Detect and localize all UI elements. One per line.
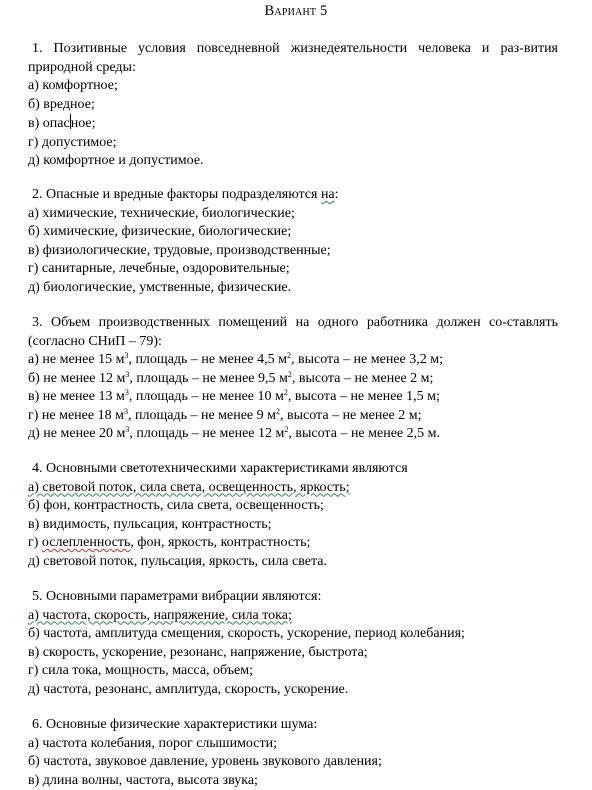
question-1	[28, 40, 558, 171]
question-text: 3. Объем производственных помещений на одного работника должен со-ставлять (согласно СНиП – 79):	[28, 315, 558, 349]
answer-option: а) не менее 15 $м^3$, площадь – не менее 4,5 $м^2$, высота – не менее 3,2 м;	[28, 351, 443, 367]
page-title: Вариант 5	[264, 3, 328, 19]
answer-options	[28, 735, 558, 790]
answer-option: б) не менее 12 $м^3$, площадь – не менее 9,5 $м^2$, высота – не менее 2 м;	[28, 369, 434, 386]
answer-option: д) частота, резонанс, амплитуда, скорость, ускорение.	[28, 681, 349, 697]
answer-option: г) допустимое;	[28, 134, 117, 150]
question-2	[28, 186, 558, 297]
answer-option: в) видимость, пульсация, контрастность;	[28, 516, 272, 532]
question-text: 1. Позитивные условия повседневной жизнедеятельности человека и раз-вития природной среды:	[28, 41, 558, 75]
answer-option: б) частота, амплитуда смещения, скорость, ускорение, период колебания;	[28, 626, 465, 641]
answer-option: а) световой поток, сила света, освещенность, яркость;	[28, 479, 350, 495]
answer-option: д) биологические, умственные, физические.	[28, 279, 292, 295]
answer-option: д) световой поток, пульсация, яркость, сила света.	[28, 553, 327, 569]
text-before-cursor: в) опас	[28, 116, 70, 131]
answer-options	[28, 77, 558, 171]
answer-option: г) не менее 18 $м^3$, площадь – не менее 9 $м^2$, высота – не менее 2 м;	[28, 406, 422, 423]
question-6	[28, 716, 558, 790]
answer-option: а) частота колебания, порог слышимости;	[28, 735, 277, 751]
answer-option: г) санитарные, лечебные, оздоровительные;	[28, 261, 290, 276]
answer-option: г) ослепленность, фон, яркость, контрастность;	[28, 535, 311, 550]
answer-option: а) комфортное;	[28, 78, 118, 93]
question-text: 4. Основными светотехническими характеристиками являются	[32, 461, 408, 476]
answer-option: б) вредное;	[28, 96, 95, 112]
answer-options	[28, 205, 558, 298]
question-text: 5. Основными параметрами вибрации являются:	[32, 589, 322, 604]
text-after-cursor: ное;	[70, 116, 96, 131]
answer-options	[28, 479, 558, 572]
question-5	[28, 588, 558, 699]
answer-option: а) частота, скорость, напряжение, сила тока;	[28, 607, 292, 623]
answer-option: б) фон, контрастность, сила света, освещенность;	[28, 498, 324, 513]
answer-option: б) частота, звуковое давление, уровень звукового давления;	[28, 754, 382, 769]
answer-option-cursor	[28, 114, 558, 134]
question-3	[28, 314, 558, 444]
answer-option: б) химические, физические, биологические;	[28, 224, 292, 239]
answer-option: д) не менее 20 $м^3$, площадь – не менее 12 $м^2$, высота – не менее 2,5 м.	[28, 425, 440, 441]
answer-option: д) комфортное и допустимое.	[28, 153, 204, 168]
question-4	[28, 460, 558, 571]
answer-option: г) сила тока, мощность, масса, объем;	[28, 663, 254, 678]
answer-option: в) физиологические, трудовые, производственные;	[28, 242, 331, 258]
question-text: 6. Основные физические характеристики шума:	[32, 717, 318, 732]
answer-option: в) длина волны, частота, высота звука;	[28, 772, 258, 788]
answer-option: в) не менее 13 $м^3$, площадь – не менее 10 $м^2$, высота – не менее 1,5 м;	[28, 388, 440, 404]
question-text: 2. Опасные и вредные факторы подразделяются на:	[32, 187, 339, 202]
answer-option: а) химические, технические, биологические;	[28, 205, 295, 221]
answer-options	[28, 607, 558, 700]
answer-options	[28, 351, 558, 444]
answer-option: в) скорость, ускорение, резонанс, напряжение, быстрота;	[28, 644, 368, 660]
